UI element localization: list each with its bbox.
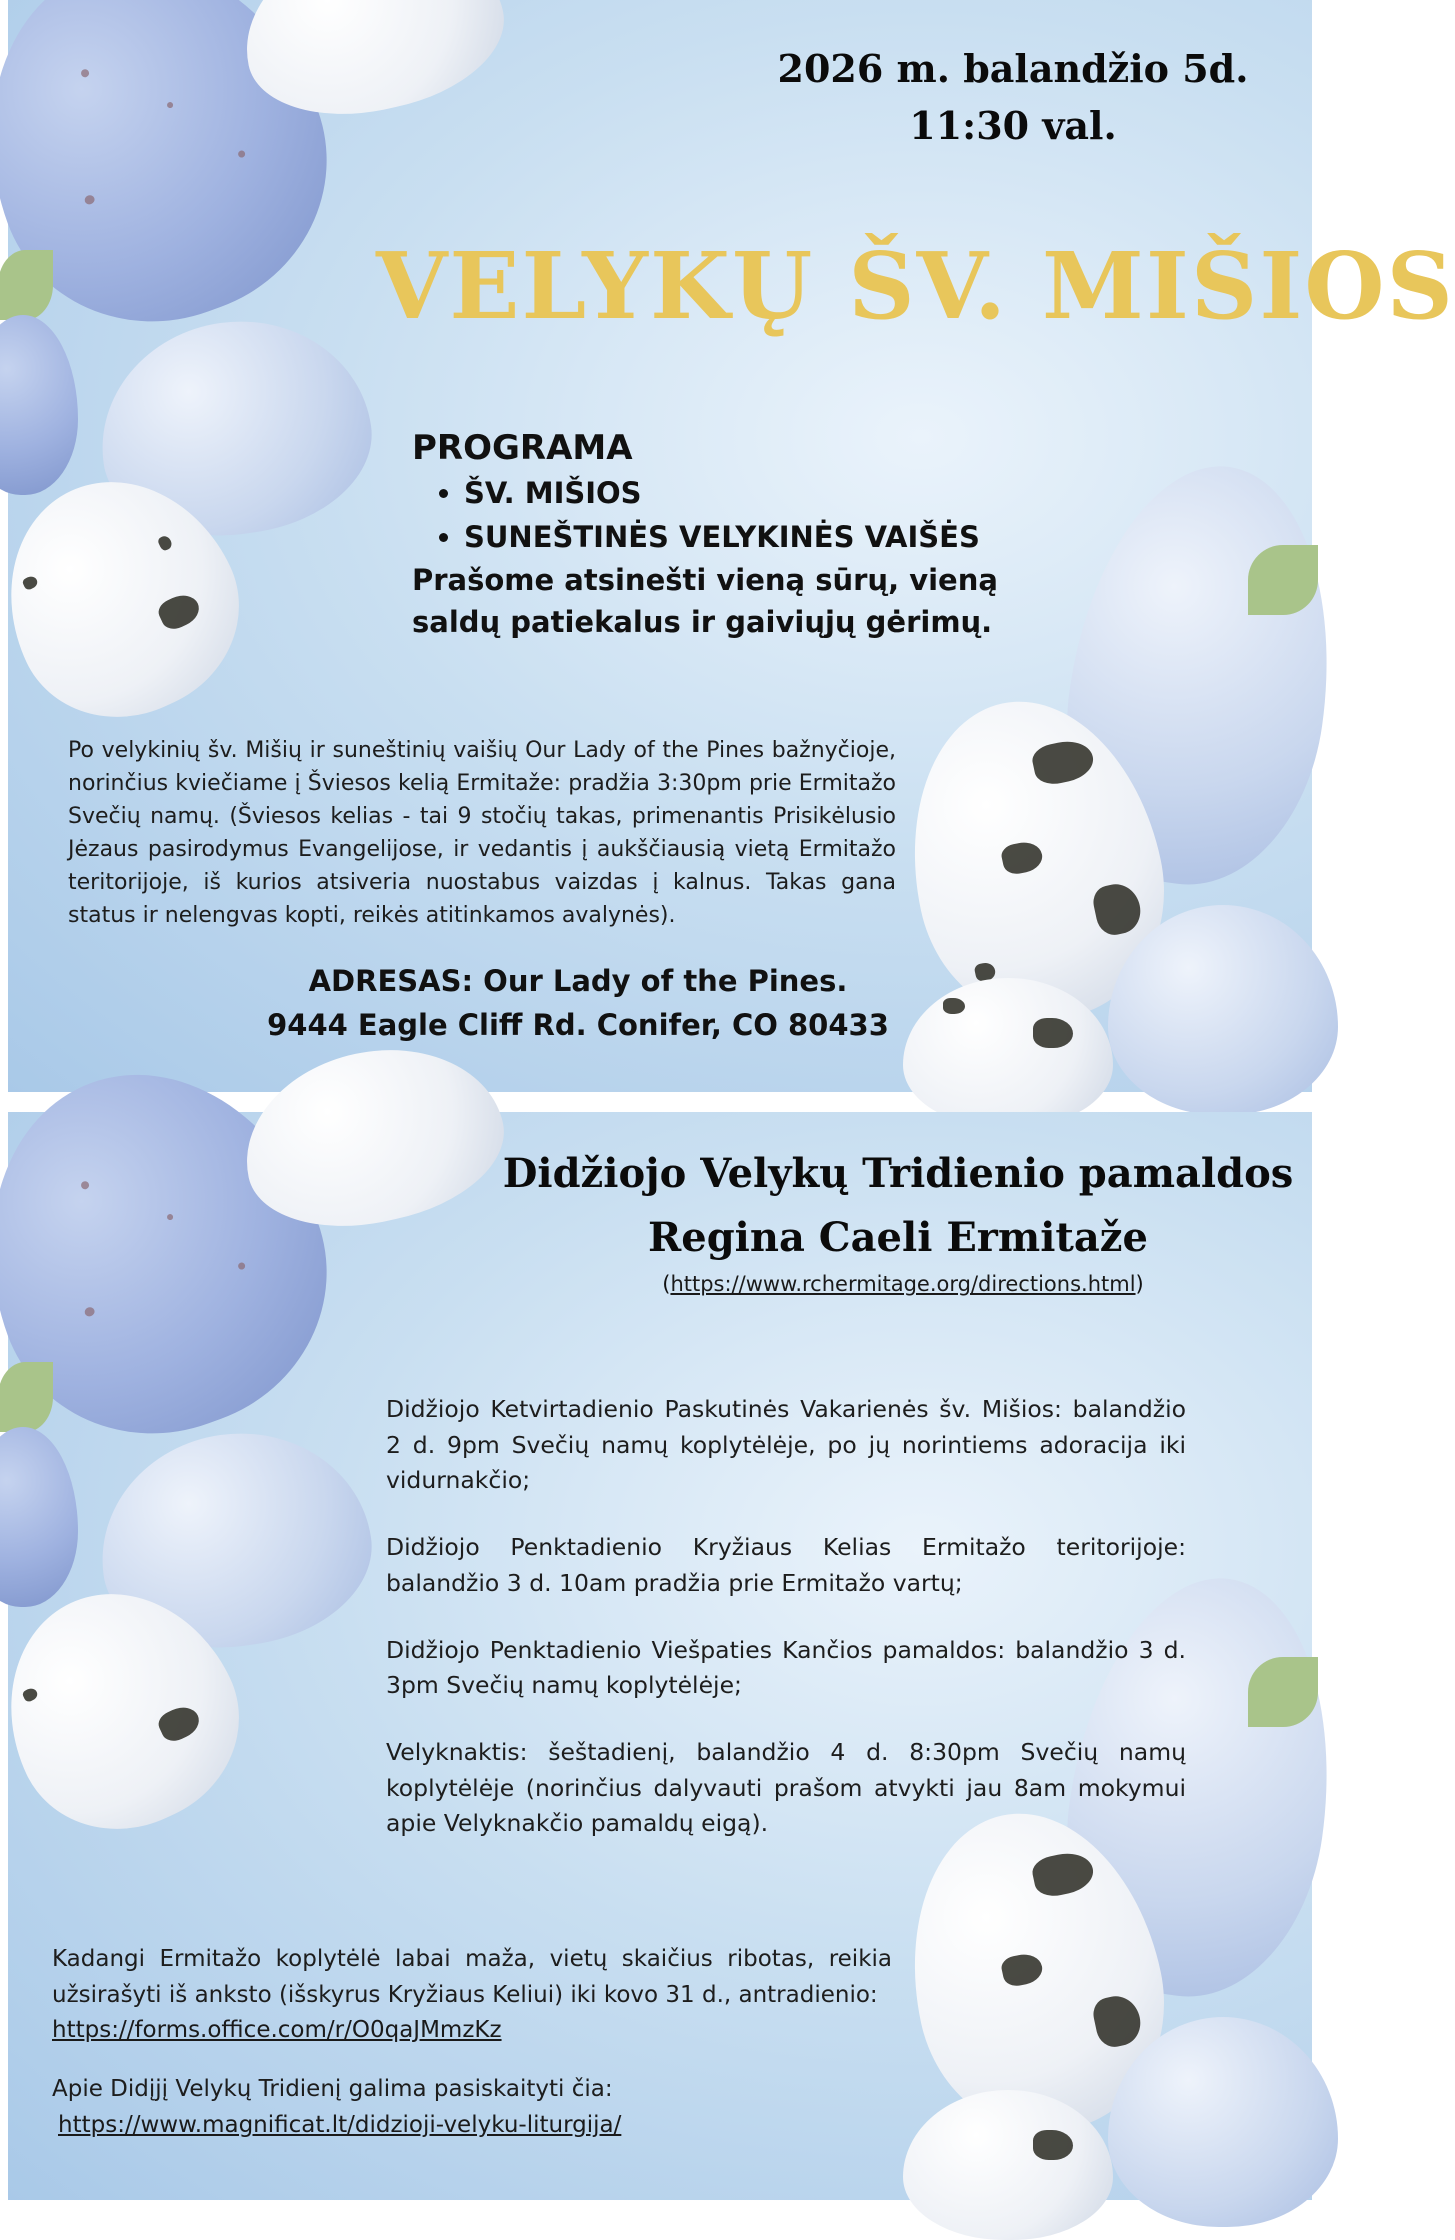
info-paragraph: Po velykinių šv. Mišių ir suneštinių vaišių Our Lady of the Pines bažnyčioje, norinčius kviečiame į Šviesos kelią Ermitaže: pradžia 3:30pm prie Ermitažo Svečių namų. (Šviesos kelias - tai 9 stočių takas, primenantis Prisikėlusio Jėzaus pasirodymus Evangelijose, ir vedantis į aukščiausią vietą Ermitažo teritorijoje, iš kurios atsiveria nuostabus vaizdas į kalnus. Takas gana status ir nelengvas kopti, reikės atitinkamos avalynės). xyxy=(68,738,896,928)
directions-link[interactable]: https://www.rchermitage.org/directions.html xyxy=(670,1272,1136,1296)
program-note: Prašome atsinešti vieną sūrų, vieną xyxy=(412,563,998,597)
title-line: Regina Caeli Ermitaže xyxy=(648,1214,1148,1261)
paren-open: ( xyxy=(662,1272,671,1296)
leaf-image xyxy=(0,250,53,320)
more-info-text: Apie Didįjį Velykų Tridienį galima pasiskaityti čia: xyxy=(52,2076,613,2102)
triduum-title xyxy=(498,1142,1298,1270)
program-heading: PROGRAMA xyxy=(412,428,633,468)
triduum-poster xyxy=(8,1112,1312,2200)
blue-egg-image xyxy=(0,315,78,495)
program-list xyxy=(412,472,1032,559)
program-item: • SUNEŠTINĖS VELYKINĖS VAIŠĖS xyxy=(464,516,1032,560)
page-title: VELYKŲ ŠV. MIŠIOS xyxy=(376,232,1455,340)
leaf-image xyxy=(1248,1657,1318,1727)
event-date xyxy=(768,40,1258,154)
service-item: Didžiojo Ketvirtadienio Paskutinės Vakarienės šv. Mišios: balandžio 2 d. 9pm Svečių namų koplytėlėje, po jų norintiems adoracija iki vidurnakčio; xyxy=(386,1395,1186,1495)
service-item: Velyknaktis: šeštadienį, balandžio 4 d. 8:30pm Svečių namų koplytėlėje (norinčius dalyvauti prašom atvykti jau 8am mokymui apie Velyknakčio pamaldų eigą). xyxy=(386,1738,1186,1838)
time-line: 11:30 val. xyxy=(909,103,1117,148)
leaf-image xyxy=(1248,545,1318,615)
address xyxy=(248,960,908,1047)
paren-close: ) xyxy=(1135,1272,1144,1296)
registration-link[interactable]: https://forms.office.com/r/O0qaJMmzKz xyxy=(52,2017,502,2044)
title-line: Didžiojo Velykų Tridienio pamaldos xyxy=(502,1150,1294,1197)
registration-note xyxy=(52,1942,892,2049)
more-info-link[interactable]: https://www.magnificat.lt/didzioji-velyku-liturgija/ xyxy=(58,2111,622,2138)
date-line: 2026 m. balandžio 5d. xyxy=(777,46,1249,91)
directions-link-line xyxy=(648,1272,1158,1296)
services-list xyxy=(386,1392,1186,1873)
service-item: Didžiojo Penktadienio Viešpaties Kančios pamaldos: balandžio 3 d. 3pm Svečių namų koplytėlėje; xyxy=(386,1635,1186,1700)
address-line: 9444 Eagle Cliff Rd. Conifer, CO 80433 xyxy=(267,1007,889,1042)
program-section xyxy=(412,428,1032,643)
more-info xyxy=(52,2072,892,2143)
easter-mass-poster xyxy=(8,0,1455,1092)
blue-egg-image xyxy=(0,1427,78,1607)
address-line: ADRESAS: Our Lady of the Pines. xyxy=(308,964,848,998)
registration-text: Kadangi Ermitažo koplytėlė labai maža, vietų skaičius ribotas, reikia užsirašyti iš anksto (išskyrus Kryžiaus Keliui) iki kovo 31 d., antradienio: xyxy=(52,1946,892,2008)
service-item: Didžiojo Penktadienio Kryžiaus Kelias Ermitažo teritorijoje: balandžio 3 d. 10am pradžia prie Ermitažo vartų; xyxy=(386,1533,1186,1597)
leaf-image xyxy=(0,1362,53,1432)
program-note: saldų patiekalus ir gaiviųjų gėrimų. xyxy=(412,605,993,640)
program-item: • ŠV. MIŠIOS xyxy=(464,472,1032,516)
